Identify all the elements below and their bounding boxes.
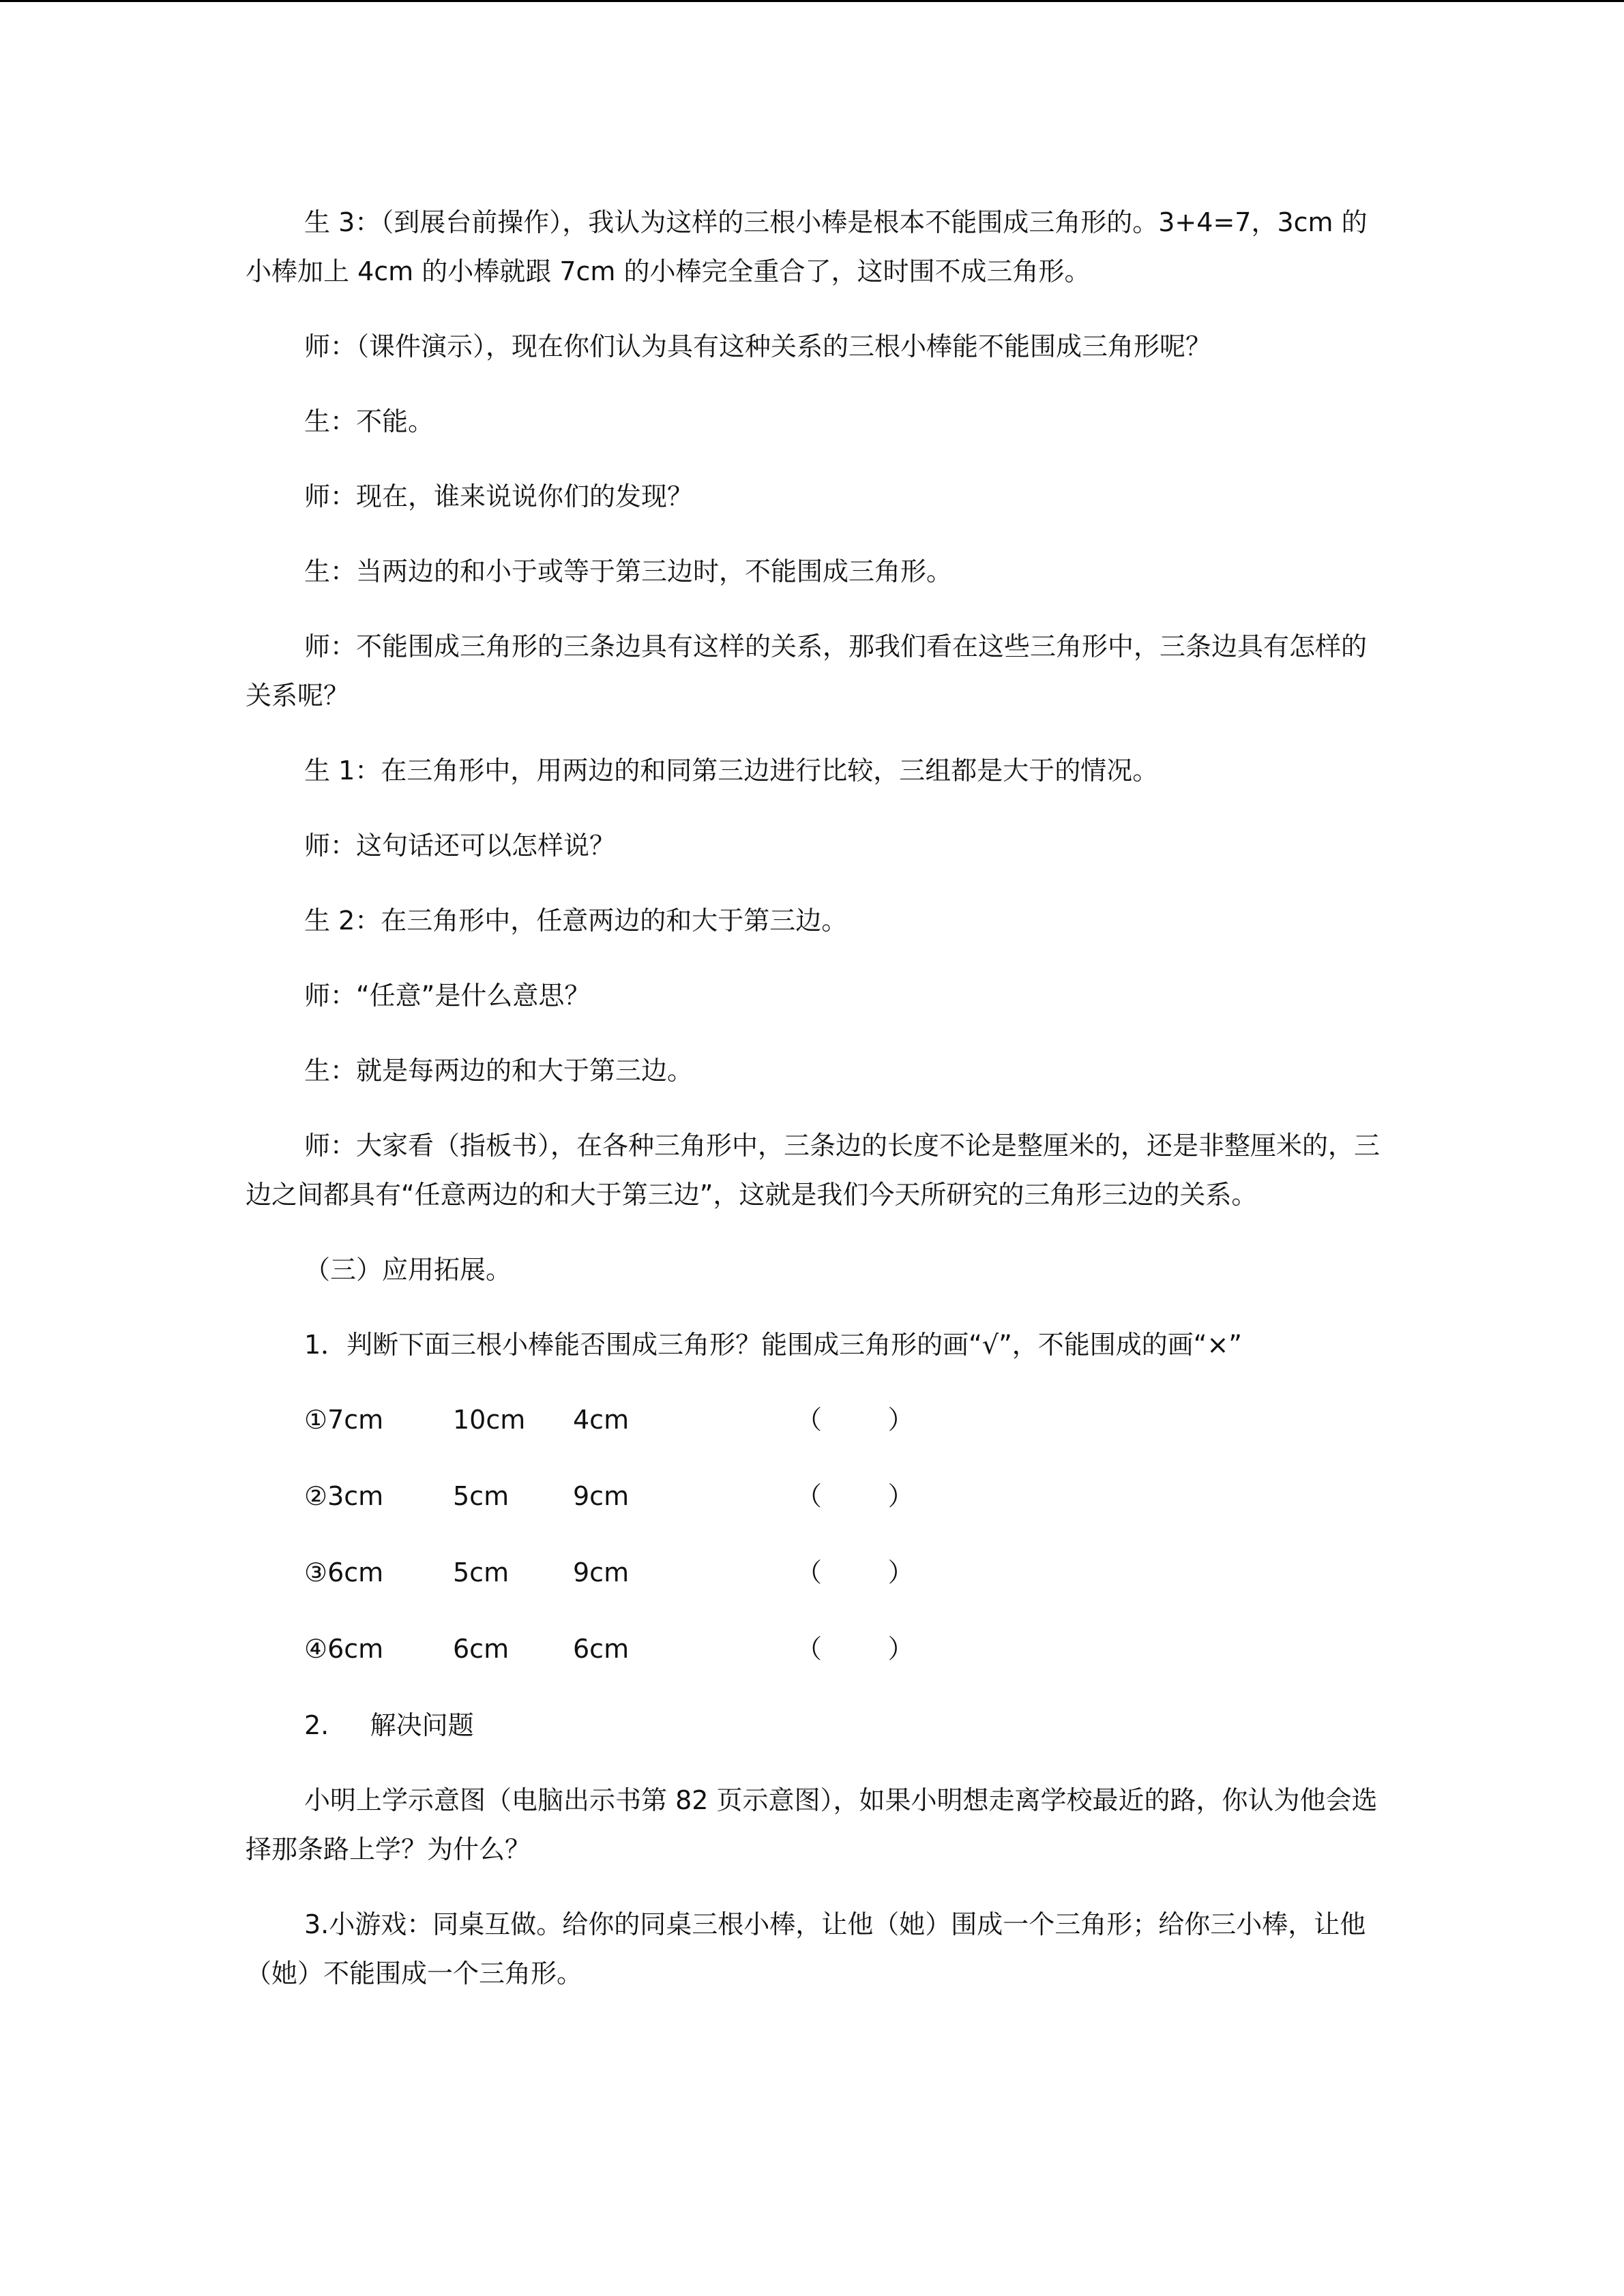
paragraph-teacher-summary: 师：大家看（指板书），在各种三角形中，三条边的长度不论是整厘米的，还是非整厘米的，三边之间都具有“任意两边的和大于第三边”，这就是我们今天所研究的三角形三边的关系。 bbox=[246, 1131, 1381, 1210]
exercise-row-number: ②3cm bbox=[304, 1481, 384, 1511]
exercise-row-length-b: 5cm bbox=[453, 1481, 510, 1511]
exercise-row bbox=[246, 1624, 1381, 1673]
paragraph-student-rule: 生：当两边的和小于或等于第三边时，不能围成三角形。 bbox=[304, 556, 953, 586]
paragraph-teacher-findings: 师：现在，谁来说说你们的发现？ bbox=[304, 481, 694, 511]
exercise-row-number: ④6cm bbox=[304, 1634, 384, 1664]
paragraph-student2: 生 2：在三角形中，任意两边的和大于第三边。 bbox=[304, 906, 848, 936]
answer-blank: （ ） bbox=[796, 1634, 914, 1664]
section-heading-application: （三）应用拓展。 bbox=[304, 1255, 512, 1285]
paragraph-student-no: 生：不能。 bbox=[304, 406, 434, 436]
paragraph-teacher-rephrase: 师：这句话还可以怎样说？ bbox=[304, 831, 616, 861]
exercise-row-length-b: 10cm bbox=[453, 1405, 526, 1435]
paragraph-student3: 生 3：（到展台前操作），我认为这样的三根小棒是根本不能围成三角形的。3+4=7，3cm 的小棒加上 4cm 的小棒就跟 7cm 的小棒完全重合了，这时围不成三角形。 bbox=[246, 207, 1368, 286]
paragraph-student-each: 生：就是每两边的和大于第三边。 bbox=[304, 1056, 694, 1086]
answer-blank: （ ） bbox=[796, 1557, 914, 1587]
exercise-row-length-b: 5cm bbox=[453, 1557, 510, 1587]
exercise-row-length-c: 9cm bbox=[573, 1481, 630, 1511]
paragraph-student1: 生 1：在三角形中，用两边的和同第三边进行比较，三组都是大于的情况。 bbox=[304, 756, 1159, 786]
exercise-row bbox=[246, 1548, 1381, 1597]
answer-blank: （ ） bbox=[796, 1481, 914, 1511]
paragraph-teacher-any: 师：“任意”是什么意思？ bbox=[304, 981, 591, 1011]
exercise-3-game: 3.小游戏：同桌互做。给你的同桌三根小棒，让他（她）围成一个三角形；给你三小棒，让他（她）不能围成一个三角形。 bbox=[246, 1909, 1366, 1988]
exercise-row bbox=[246, 1395, 1381, 1444]
exercise-row-number: ①7cm bbox=[304, 1405, 384, 1435]
exercise-2-heading: 2. 解决问题 bbox=[304, 1710, 474, 1740]
exercise-row bbox=[246, 1472, 1381, 1521]
paragraph-teacher-relation: 师：不能围成三角形的三条边具有这样的关系，那我们看在这些三角形中，三条边具有怎样的关系呢？ bbox=[246, 631, 1368, 711]
page-top-border bbox=[0, 0, 1624, 2]
exercise-row-length-c: 6cm bbox=[573, 1634, 630, 1664]
exercise-row-length-b: 6cm bbox=[453, 1634, 510, 1664]
exercise-1-question: 1．判断下面三根小棒能否围成三角形？能围成三角形的画“√”，不能围成的画“×” bbox=[304, 1330, 1242, 1360]
exercise-2-question: 小明上学示意图（电脑出示书第 82 页示意图），如果小明想走离学校最近的路，你认为他会选择那条路上学？为什么？ bbox=[246, 1785, 1378, 1864]
exercise-row-length-c: 4cm bbox=[573, 1405, 630, 1435]
answer-blank: （ ） bbox=[796, 1405, 914, 1435]
paragraph-teacher-demo: 师：（课件演示），现在你们认为具有这种关系的三根小棒能不能围成三角形呢？ bbox=[304, 331, 1212, 361]
document-page bbox=[246, 198, 1381, 2024]
exercise-row-number: ③6cm bbox=[304, 1557, 384, 1587]
exercise-row-length-c: 9cm bbox=[573, 1557, 630, 1587]
